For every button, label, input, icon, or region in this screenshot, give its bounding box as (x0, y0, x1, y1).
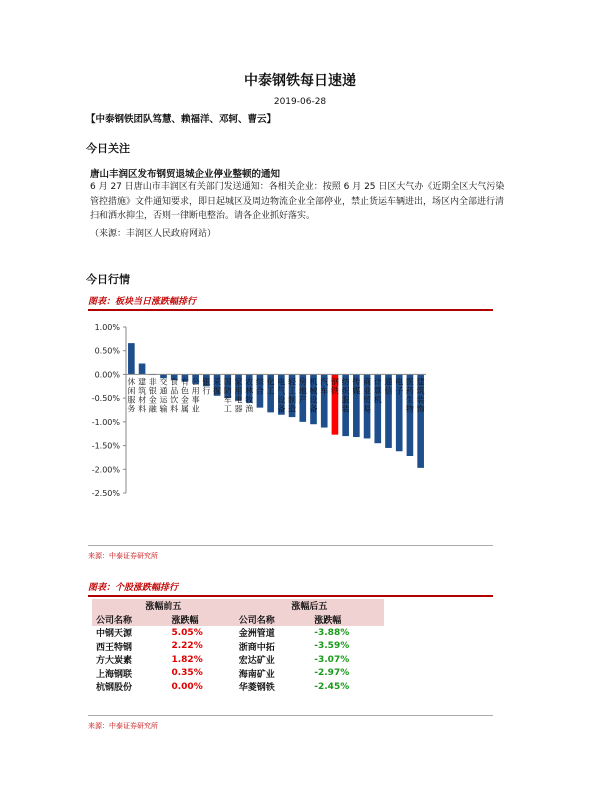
category-label: 家用电器 (234, 377, 243, 414)
loser-name: 华菱钢铁 (238, 683, 275, 694)
category-label: 纺织服装 (341, 377, 350, 414)
bar-建筑材料 (139, 364, 146, 375)
section-heading-focus: 今日关注 (86, 142, 130, 155)
category-label: 公用事业 (191, 377, 200, 414)
category-label: 传媒 (352, 377, 361, 396)
author-team: 【中泰钢铁团队笃慧、赖福洋、邓轲、曹云】 (86, 114, 277, 125)
news-body: 6 月 27 日唐山市丰润区有关部门发送通知：各相关企业：按照 6 月 25 日区大气办《近期全区大气污染管控措施》文件通知要求，即日起城区及周边物流企业全部停业，禁止货运车辆进出，场区内全部进行清扫和洒水抑尘，否则一律断电整治。请各企业抓好落实。 (90, 182, 505, 221)
top-losers-header: 涨幅后五 (235, 599, 384, 613)
category-label: 交通运输 (159, 377, 168, 414)
y-tick-label: 0.00% (94, 370, 120, 380)
figure1-source: 来源：中泰证券研究所 (88, 552, 158, 560)
gainer-name: 西王特钢 (96, 642, 133, 653)
category-label: 非银金融 (148, 377, 157, 414)
figure1-bottom-rule (88, 545, 493, 546)
y-tick-label: -2.50% (91, 489, 120, 498)
loser-name: 浙商中拓 (238, 642, 275, 653)
table-row (92, 626, 384, 640)
figure1-top-rule (88, 309, 493, 311)
figure1-caption: 图表：板块当日涨跌幅排行 (88, 297, 197, 307)
gainer-name: 上海钢联 (96, 669, 133, 680)
sector-bar-chart (88, 315, 488, 530)
category-label: 农林牧渔 (245, 377, 254, 414)
category-label: 电子 (395, 377, 404, 396)
category-label: 食品饮料 (170, 377, 179, 414)
category-label: 休闲服务 (127, 377, 136, 414)
gainer-name: 杭钢股份 (96, 683, 133, 694)
category-label: 计算机 (373, 377, 382, 405)
loser-name: 海南矿业 (238, 669, 275, 680)
category-label: 银行 (202, 377, 211, 396)
report-date: 2019-06-28 (273, 97, 327, 107)
figure2-top-rule (88, 595, 493, 597)
category-label: 有色金属 (180, 377, 189, 414)
col-company-name: 公司名称 (235, 613, 310, 627)
category-label: 商业贸易 (363, 377, 372, 414)
category-label: 轻工制造 (288, 377, 297, 414)
top-gainers-header: 涨幅前五 (92, 599, 235, 613)
category-label: 建筑装饰 (416, 377, 425, 414)
gainer-name: 中钢天源 (96, 629, 133, 640)
loser-name: 金洲管道 (238, 629, 275, 640)
y-tick-label: -0.50% (91, 394, 120, 404)
col-company-name: 公司名称 (92, 613, 167, 627)
gainer-name: 方大炭素 (96, 656, 133, 667)
y-tick-label: -1.00% (91, 417, 120, 427)
loser-name: 宏达矿业 (238, 656, 275, 667)
y-tick-label: -2.00% (91, 465, 120, 475)
table-row (92, 667, 384, 681)
figure2-caption: 图表：个股涨跌幅排行 (88, 583, 179, 593)
table-column-header (92, 613, 384, 627)
col-change: 涨跌幅 (167, 613, 234, 627)
news-source: （来源：丰润区人民政府网站） (90, 229, 217, 239)
category-label: 机械设备 (309, 377, 318, 414)
gainer-change: 0.35% (171, 668, 203, 679)
category-label: 国防军工 (223, 377, 232, 414)
loser-change: -2.97% (314, 668, 350, 679)
table-row (92, 640, 384, 654)
gainer-change: 1.82% (171, 654, 203, 665)
category-label: 综合 (255, 377, 264, 396)
gainer-change: 2.22% (171, 641, 203, 652)
category-label: 房地产 (298, 377, 307, 405)
category-label: 化工 (266, 377, 275, 396)
loser-change: -3.88% (314, 627, 350, 638)
category-label: 通信 (384, 377, 393, 396)
y-tick-label: 1.00% (94, 323, 120, 332)
figure2-source: 来源：中泰证券研究所 (88, 722, 158, 730)
news-title: 唐山丰润区发布钢贸退城企业停业整顿的通知 (90, 169, 281, 180)
table-row (92, 653, 384, 667)
bar-休闲服务 (128, 343, 135, 374)
stock-movers-table (92, 599, 384, 694)
col-change: 涨跌幅 (310, 613, 384, 627)
figure2-bottom-rule (88, 715, 493, 716)
category-label: 采掘 (213, 377, 222, 396)
loser-change: -3.59% (314, 641, 350, 652)
report-title: 中泰钢铁每日速递 (244, 73, 356, 89)
category-label: 钢铁 (330, 377, 339, 396)
gainer-change: 0.00% (171, 681, 203, 692)
y-tick-label: -1.50% (91, 441, 120, 451)
table-group-header (92, 599, 384, 613)
table-row (92, 680, 384, 694)
loser-change: -3.07% (314, 654, 350, 665)
category-label: 电气设备 (277, 377, 286, 414)
loser-change: -2.45% (314, 681, 350, 692)
y-tick-label: 0.50% (94, 346, 120, 356)
section-heading-market: 今日行情 (86, 273, 130, 286)
category-label: 医药生物 (405, 377, 414, 414)
category-label: 建筑材料 (138, 377, 147, 414)
category-label: 汽车 (320, 377, 329, 396)
gainer-change: 5.05% (171, 627, 203, 638)
